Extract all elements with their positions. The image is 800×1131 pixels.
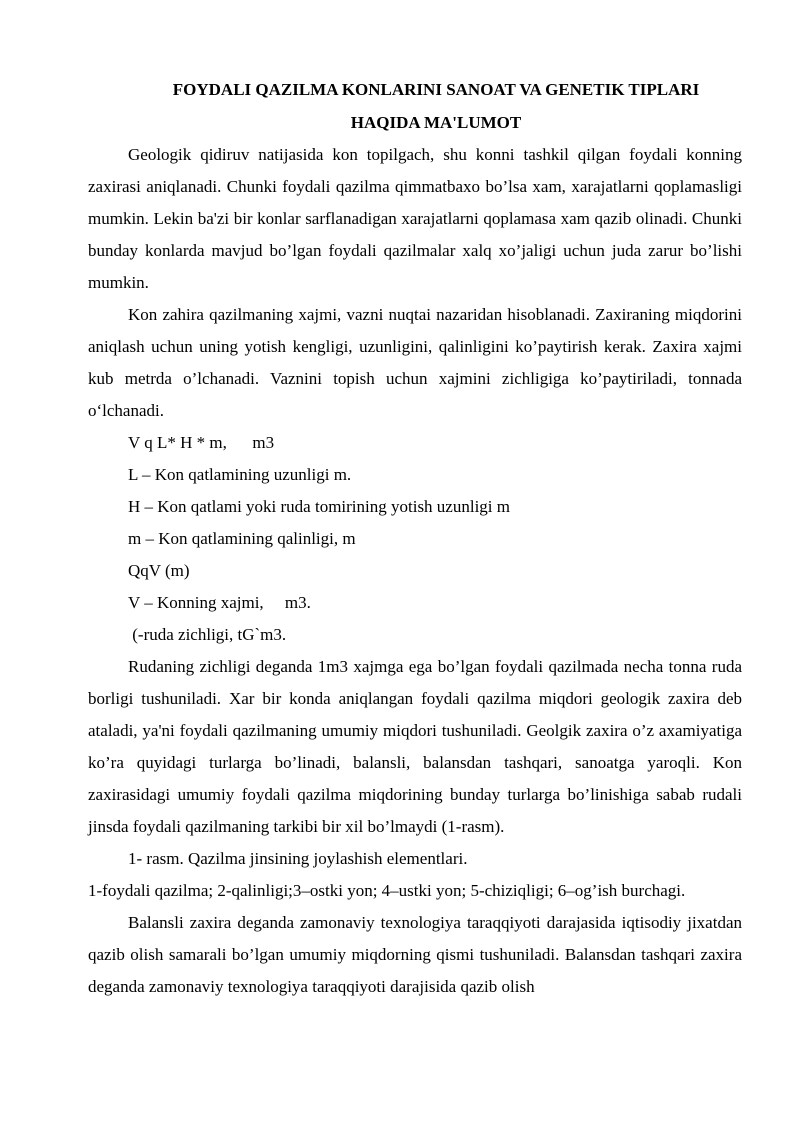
- formula-def-height: H – Kon qatlami yoki ruda tomirining yotish uzunligi m: [128, 497, 510, 516]
- paragraph-1: Geologik qidiruv natijasida kon topilgach, shu konni tashkil qilgan foydali konning zaxirasi aniqlanadi. Chunki foydali qazilma qimmatbaxo bo’lsa xam, xarajatlarni qoplamasligi mumkin. Lekin ba'zi bir konlar sarflanadigan xarajatlarni qoplamasa xam qazib olinadi. Chunki bunday konlarda mavjud bo’lgan foydali qazilmalar xalq xo’jaligi uchun juda zarur bo’lishi mumkin.: [88, 145, 742, 292]
- formula-def-thickness: m – Kon qatlamining qalinligi, m: [128, 529, 356, 548]
- paragraph-2: Kon zahira qazilmaning xajmi, vazni nuqtai nazaridan hisoblanadi. Zaxiraning miqdorini aniqlash uchun uning yotish kengligi, uzunligini, qalinligini ko’paytirish kerak. Zaxira xajmi kub metrda o’lchanadi. Vaznini topish uchun xajmini zichligiga ko’paytiriladi, tonnada o‘lchanadi.: [88, 305, 742, 420]
- formula-def-length: L – Kon qatlamining uzunligi m.: [128, 465, 352, 484]
- paragraph-4: Balansli zaxira deganda zamonaviy texnologiya taraqqiyoti darajasida iqtisodiy jixatdan qazib olish samarali bo’lgan umumiy miqdorning qismi tushuniladi. Balansdan tashqari zaxira deganda zamonaviy texnologiya taraqqiyoti darajisida qazib olish: [88, 913, 742, 996]
- title-line-2: HAQIDA MA'LUMOT: [350, 113, 522, 132]
- figure-legend: 1-foydali qazilma; 2-qalinligi;3–ostki yon; 4–ustki yon; 5-chiziqligi; 6–og’ish burchagi.: [88, 881, 686, 900]
- formula-block: [88, 427, 742, 651]
- document-page: [88, 73, 742, 1003]
- formula-def-density: (-ruda zichligi, tG`m3.: [128, 625, 287, 644]
- title-line-1: FOYDALI QAZILMA KONLARINI SANOAT VA GENETIK TIPLARI: [172, 80, 700, 99]
- formula-volume: V q L* H * m, m3: [128, 433, 275, 452]
- paragraph-3: Rudaning zichligi deganda 1m3 xajmga ega bo’lgan foydali qazilmada necha tonna ruda borligi tushuniladi. Xar bir konda aniqlangan foydali qazilma miqdori geologik zaxira deb ataladi, ya'ni foydali qazilmaning umumiy miqdori tushuniladi. Geolgik zaxira o’z axamiyatiga ko’ra quyidagi turlarga bo’linadi, balansli, balansdan tashqari, sanoatga yaroqli. Kon zaxirasidagi umumiy foydali qazilma miqdorining bunday turlarga bo’linishiga sabab rudali jinsda foydali qazilmaning tarkibi bir xil bo’lmaydi (1-rasm).: [88, 657, 742, 836]
- figure-caption: 1- rasm. Qazilma jinsining joylashish elementlari.: [128, 849, 468, 868]
- formula-mass: QqV (m): [128, 561, 190, 580]
- document-title: [130, 73, 742, 139]
- formula-def-volume: V – Konning xajmi, m3.: [128, 593, 311, 612]
